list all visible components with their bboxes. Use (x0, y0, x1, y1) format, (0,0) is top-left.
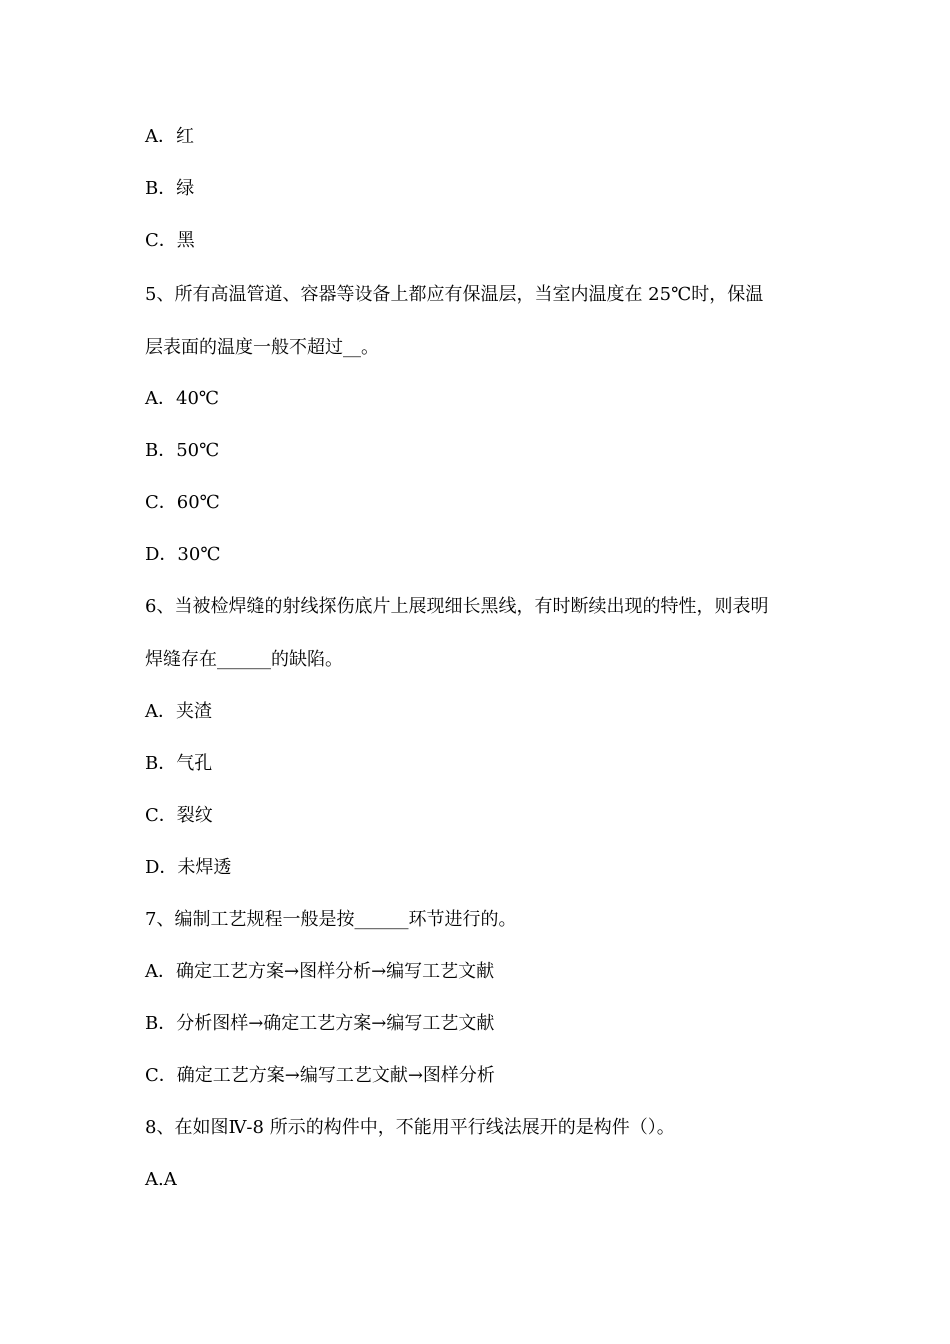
option-a-q8: A.A (145, 1169, 177, 1190)
option-a-q4: A．红 (145, 126, 194, 147)
option-a-q5: A．40℃ (145, 388, 220, 409)
option-c-q5: C．60℃ (145, 492, 220, 513)
question-7: 7、编制工艺规程一般是按______环节进行的。 (145, 909, 517, 930)
option-d-q6: D．未焊透 (145, 857, 232, 878)
option-c-q7: C．确定工艺方案→编写工艺文献→图样分析 (145, 1065, 495, 1086)
option-d-q5: D．30℃ (145, 544, 221, 565)
option-c-q4: C．黑 (145, 230, 195, 251)
option-b-q6: B．气孔 (145, 753, 213, 774)
question-6-line-1: 6、当被检焊缝的射线探伤底片上展现细长黑线，有时断续出现的特性，则表明 (145, 596, 769, 617)
question-8: 8、在如图Ⅳ-8 所示的构件中，不能用平行线法展开的是构件（）。 (145, 1117, 675, 1138)
option-b-q4: B．绿 (145, 178, 195, 199)
option-b-q5: B．50℃ (145, 440, 220, 461)
question-6-line-2: 焊缝存在______的缺陷。 (145, 649, 343, 670)
option-a-q6: A．夹渣 (145, 701, 212, 722)
option-b-q7: B．分析图样→确定工艺方案→编写工艺文献 (145, 1013, 495, 1034)
option-a-q7: A．确定工艺方案→图样分析→编写工艺文献 (145, 961, 495, 982)
option-c-q6: C．裂纹 (145, 805, 213, 826)
question-5-line-1: 5、所有高温管道、容器等设备上都应有保温层，当室内温度在 25℃时，保温 (145, 284, 764, 305)
question-5-line-2: 层表面的温度一般不超过__。 (145, 337, 379, 358)
